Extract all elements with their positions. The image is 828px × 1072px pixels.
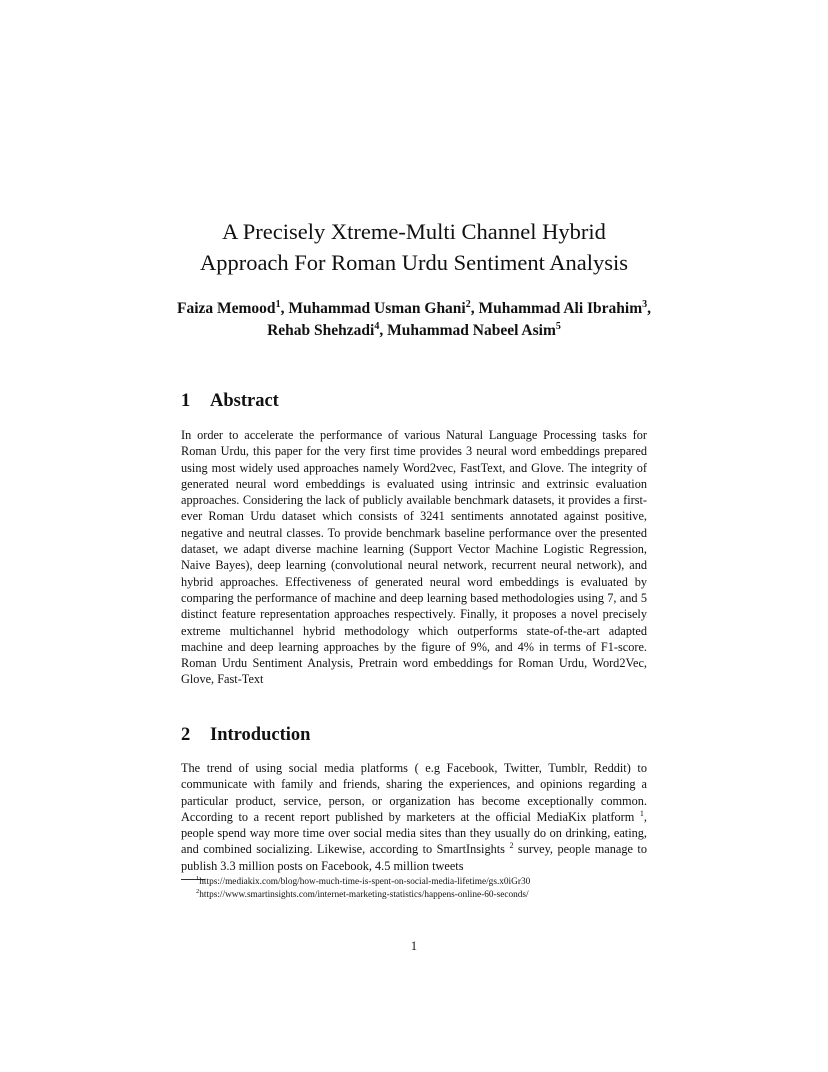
author-affiliation-mark: 4 (374, 320, 380, 332)
intro-text: , people spend way more time over social media sites than they usually do on drinking, eating, and combined socializing. Likewise, according to SmartInsights (181, 809, 647, 857)
paper-title (120, 216, 708, 278)
section-heading-introduction (181, 725, 649, 746)
author-name: Rehab Shehzadi (267, 322, 375, 339)
footnote-url[interactable]: https://www.smartinsights.com/internet-marketing-statistics/happens-online-60-seconds/ (199, 890, 529, 901)
section-number: 2 (181, 725, 191, 745)
page-number: 1 (410, 939, 418, 953)
abstract-paragraph: In order to accelerate the performance of various Natural Language Processing tasks for Roman Urdu, this paper for the very first time provides 3 neural word embeddings prepared using most widely used approaches namely Word2vec, FastText, and Glove. The integrity of generated neural word embeddings is evaluated using intrinsic and extrinsic evaluation approaches. Considering the lack of publicly available benchmark datasets, it provides a first-ever Roman Urdu dataset which consists of 3241 sentiments annotated against positive, negative and neutral classes. To provide benchmark baseline performance over the presented dataset, we adapt diverse machine learning (Support Vector Machine Logistic Regression, Naive Bayes), deep learning (convolutional neural network, recurrent neural network), and hybrid approaches. Effectiveness of generated neural word embeddings is evaluated by comparing the performance of machine and deep learning based methodologies using 7, and 5 distinct feature representation approaches respectively. Finally, it proposes a novel precisely extreme multichannel hybrid methodology which outperforms state-of-the-art adapted machine and deep learning approaches by the figure of 9%, and 4% in terms of F1-score. Roman Urdu Sentiment Analysis, Pretrain word embeddings for Roman Urdu, Word2Vec, Glove, Fast-Text (181, 428, 647, 687)
section-number: 1 (181, 391, 191, 411)
section-title: Abstract (210, 391, 279, 411)
author-name: Muhammad Usman Ghani (288, 300, 466, 317)
author-list: Faiza Memood$^1$, Muhammad Usman Ghani$^2$, Muhammad Ali Ibrahim$^3$, Rehab Shehzadi$^4$, Muhammad Nabeel Asim$^5$ (176, 298, 652, 339)
author-name: Muhammad Nabeel Asim (387, 322, 556, 339)
author-name: Muhammad Ali Ibrahim (478, 300, 643, 317)
section-title: Introduction (210, 725, 311, 745)
author-affiliation-mark: 5 (555, 320, 561, 332)
footnote-2 (196, 886, 529, 901)
title-line-2: Approach For Roman Urdu Sentiment Analysis (199, 250, 629, 275)
author-name: Faiza Memood (176, 300, 276, 317)
footnote-url[interactable]: https://mediakix.com/blog/how-much-time-is-spent-on-social-media-lifetime/gs.x0iGr30 (199, 877, 531, 888)
title-line-1: A Precisely Xtreme-Multi Channel Hybrid (222, 219, 606, 244)
footnote-mark: 2 (196, 888, 200, 895)
footnote-mark: 1 (196, 875, 200, 882)
footnote-reference[interactable]: 1 (639, 808, 644, 818)
intro-text: survey, people manage to publish 3.3 million posts on Facebook, 4.5 million tweets (181, 842, 648, 873)
section-heading-abstract (181, 391, 649, 412)
intro-text: The trend of using social media platforms ( e.g Facebook, Twitter, Tumblr, Reddit) to communicate with family and friends, sharing the experiences, and opinions regarding a particular product, service, person, or organization has become exceptionally common. According to a recent report published by marketers at the official MediaKix platform (181, 761, 647, 824)
author-affiliation-mark: 3 (642, 298, 648, 310)
introduction-paragraph (181, 760, 647, 874)
footnote-reference[interactable]: 2 (509, 841, 514, 851)
author-affiliation-mark: 2 (465, 298, 471, 310)
author-affiliation-mark: 1 (275, 298, 281, 310)
